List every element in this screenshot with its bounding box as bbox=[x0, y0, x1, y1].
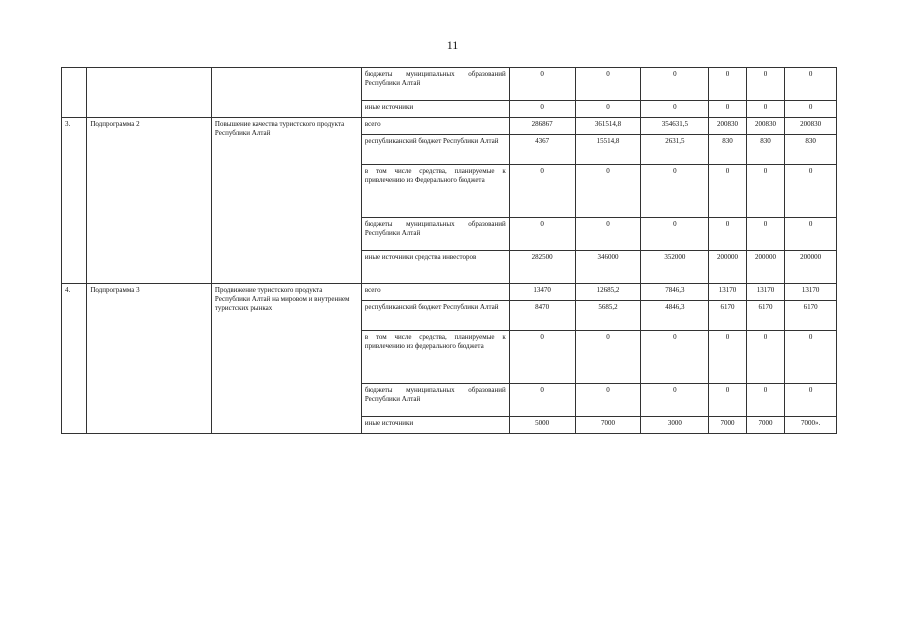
value-cell: 200000 bbox=[785, 251, 837, 284]
value-cell: 830 bbox=[746, 135, 784, 165]
value-cell: 0 bbox=[785, 384, 837, 417]
value-cell: 0 bbox=[509, 165, 575, 218]
value-cell: 200830 bbox=[785, 118, 837, 135]
funding-source-cell: бюджеты муниципальных образований Республики Алтай bbox=[361, 68, 509, 101]
funding-source-cell: республиканский бюджет Республики Алтай bbox=[361, 301, 509, 331]
value-cell: 15514,8 bbox=[575, 135, 641, 165]
value-cell: 13170 bbox=[746, 284, 784, 301]
value-cell: 0 bbox=[575, 384, 641, 417]
value-cell: 7000 bbox=[575, 417, 641, 434]
value-cell: 0 bbox=[746, 101, 784, 118]
value-cell: 0 bbox=[641, 384, 709, 417]
value-cell: 200000 bbox=[746, 251, 784, 284]
value-cell: 0 bbox=[785, 218, 837, 251]
program-number-cell: 4. bbox=[62, 284, 87, 434]
value-cell: 0 bbox=[641, 218, 709, 251]
table-row bbox=[62, 68, 837, 101]
funding-source-cell: бюджеты муниципальных образований Республики Алтай bbox=[361, 218, 509, 251]
value-cell: 286867 bbox=[509, 118, 575, 135]
funding-source-cell: иные источники средства инвесторов bbox=[361, 251, 509, 284]
value-cell: 8470 bbox=[509, 301, 575, 331]
value-cell: 0 bbox=[785, 331, 837, 384]
value-cell: 6170 bbox=[709, 301, 746, 331]
table-body bbox=[62, 68, 837, 434]
value-cell: 7000 bbox=[746, 417, 784, 434]
value-cell: 5000 bbox=[509, 417, 575, 434]
value-cell: 352000 bbox=[641, 251, 709, 284]
value-cell: 0 bbox=[575, 331, 641, 384]
value-cell: 0 bbox=[641, 331, 709, 384]
value-cell: 13170 bbox=[785, 284, 837, 301]
subprogram-cell: Подпрограмма 3 bbox=[87, 284, 212, 434]
value-cell: 0 bbox=[509, 101, 575, 118]
value-cell: 7000 bbox=[709, 417, 746, 434]
value-cell: 13470 bbox=[509, 284, 575, 301]
funding-source-cell: иные источники bbox=[361, 101, 509, 118]
name-cell bbox=[211, 68, 361, 118]
value-cell: 282500 bbox=[509, 251, 575, 284]
value-cell: 0 bbox=[509, 218, 575, 251]
value-cell: 4846,3 bbox=[641, 301, 709, 331]
value-cell: 0 bbox=[709, 101, 746, 118]
value-cell: 7846,3 bbox=[641, 284, 709, 301]
value-cell: 200830 bbox=[746, 118, 784, 135]
no-cell bbox=[62, 68, 87, 118]
value-cell: 0 bbox=[575, 101, 641, 118]
value-cell: 13170 bbox=[709, 284, 746, 301]
value-cell: 0 bbox=[709, 331, 746, 384]
value-cell: 200830 bbox=[709, 118, 746, 135]
value-cell: 0 bbox=[709, 165, 746, 218]
funding-source-cell: в том числе средства, планируемые к привлечению из федерального бюджета bbox=[361, 331, 509, 384]
value-cell: 0 bbox=[709, 218, 746, 251]
program-name-cell: Повышение качества туристского продукта Республики Алтай bbox=[211, 118, 361, 284]
program-name-cell: Продвижение туристского продукта Республики Алтай на мировом и внутреннем туристских рынках bbox=[211, 284, 361, 434]
value-cell: 0 bbox=[575, 165, 641, 218]
page-number: 11 bbox=[446, 38, 459, 52]
table-row bbox=[62, 118, 837, 135]
subprogram-cell bbox=[87, 68, 212, 118]
value-cell: 0 bbox=[746, 68, 784, 101]
value-cell: 0 bbox=[509, 384, 575, 417]
value-cell: 830 bbox=[785, 135, 837, 165]
value-cell: 0 bbox=[641, 68, 709, 101]
value-cell: 361514,8 bbox=[575, 118, 641, 135]
value-cell: 0 bbox=[785, 101, 837, 118]
value-cell: 0 bbox=[785, 165, 837, 218]
value-cell: 0 bbox=[709, 68, 746, 101]
value-cell: 0 bbox=[746, 384, 784, 417]
value-cell: 200000 bbox=[709, 251, 746, 284]
value-cell: 830 bbox=[709, 135, 746, 165]
funding-source-cell: всего bbox=[361, 118, 509, 135]
value-cell: 6170 bbox=[746, 301, 784, 331]
value-cell: 6170 bbox=[785, 301, 837, 331]
value-cell: 7000». bbox=[785, 417, 837, 434]
funding-source-cell: иные источники bbox=[361, 417, 509, 434]
funding-source-cell: всего bbox=[361, 284, 509, 301]
value-cell: 0 bbox=[785, 68, 837, 101]
value-cell: 0 bbox=[509, 331, 575, 384]
value-cell: 346000 bbox=[575, 251, 641, 284]
value-cell: 0 bbox=[641, 101, 709, 118]
funding-source-cell: в том числе средства, планируемые к привлечению из Федерального бюджета bbox=[361, 165, 509, 218]
value-cell: 0 bbox=[709, 384, 746, 417]
value-cell: 0 bbox=[575, 218, 641, 251]
program-number-cell: 3. bbox=[62, 118, 87, 284]
table-row bbox=[62, 284, 837, 301]
value-cell: 0 bbox=[575, 68, 641, 101]
value-cell: 0 bbox=[746, 218, 784, 251]
value-cell: 0 bbox=[509, 68, 575, 101]
subprogram-cell: Подпрограмма 2 bbox=[87, 118, 212, 284]
budget-table bbox=[61, 67, 837, 434]
value-cell: 4367 bbox=[509, 135, 575, 165]
value-cell: 3000 bbox=[641, 417, 709, 434]
value-cell: 2631,5 bbox=[641, 135, 709, 165]
value-cell: 0 bbox=[746, 331, 784, 384]
value-cell: 0 bbox=[746, 165, 784, 218]
value-cell: 0 bbox=[641, 165, 709, 218]
funding-source-cell: республиканский бюджет Республики Алтай bbox=[361, 135, 509, 165]
funding-source-cell: бюджеты муниципальных образований Республики Алтай bbox=[361, 384, 509, 417]
value-cell: 12685,2 bbox=[575, 284, 641, 301]
value-cell: 354631,5 bbox=[641, 118, 709, 135]
value-cell: 5685,2 bbox=[575, 301, 641, 331]
